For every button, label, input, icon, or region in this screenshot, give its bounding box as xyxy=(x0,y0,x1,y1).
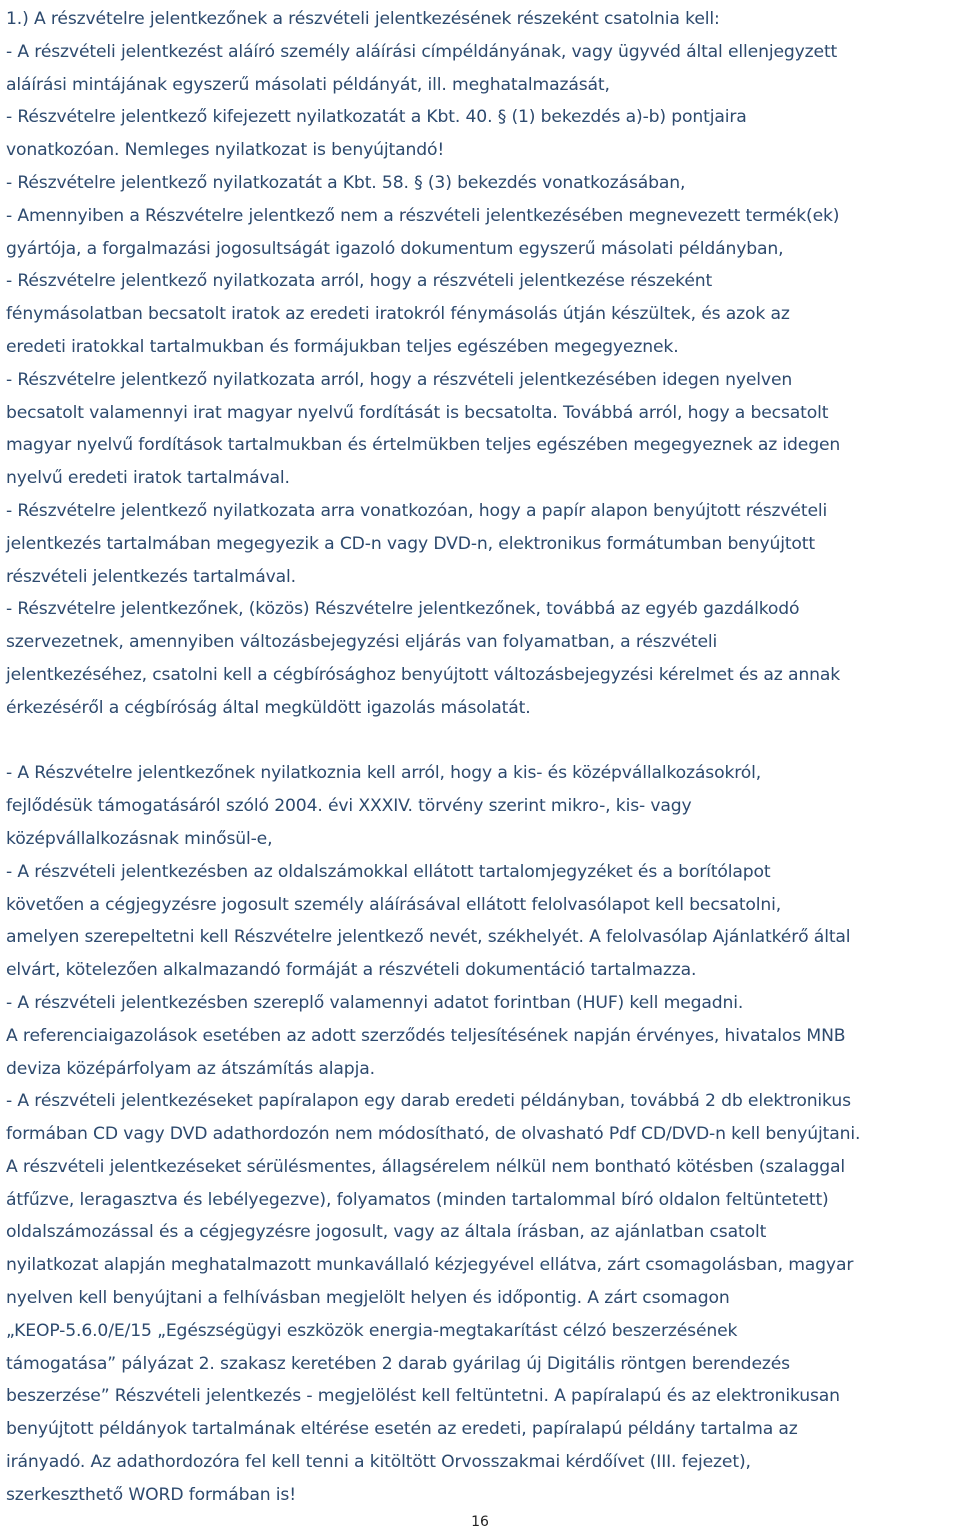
text-line: követően a cégjegyzésre jogosult személy aláírásával ellátott felolvasólapot kell becsatolni, xyxy=(6,894,782,915)
text-line: elvárt, kötelezően alkalmazandó formáját a részvételi dokumentáció tartalmazza. xyxy=(6,960,697,981)
page-number: 16 xyxy=(471,1514,489,1530)
text-line: - Részvételre jelentkező nyilatkozatát a Kbt. 58. § (3) bekezdés vonatkozásában, xyxy=(6,172,686,193)
text-line: formában CD vagy DVD adathordozón nem módosítható, de olvasható Pdf CD/DVD-n kell benyújtani. xyxy=(6,1124,861,1145)
text-line: szerkeszthető WORD formában is! xyxy=(6,1484,296,1505)
text-line: átfűzve, leragasztva és lebélyegezve), folyamatos (minden tartalommal bíró oldalon feltüntetett) xyxy=(6,1189,829,1210)
text-line: irányadó. Az adathordozóra fel kell tenni a kitöltött Orvosszakmai kérdőívet (III. fejezet), xyxy=(6,1452,751,1473)
text-line: gyártója, a forgalmazási jogosultságát igazoló dokumentum egyszerű másolati példányban, xyxy=(6,238,784,259)
text-line: - Részvételre jelentkezőnek, (közös) Részvételre jelentkezőnek, továbbá az egyéb gazdálkodó xyxy=(6,599,800,620)
text-line: vonatkozóan. Nemleges nyilatkozat is benyújtandó! xyxy=(6,140,445,161)
text-line: - A részvételi jelentkezésben szereplő valamennyi adatot forintban (HUF) kell megadni. xyxy=(6,992,744,1013)
document-body xyxy=(6,3,956,1512)
text-line: - Részvételre jelentkező nyilatkozata arról, hogy a részvételi jelentkezése részeként xyxy=(6,271,713,292)
text-line: A referenciaigazolások esetében az adott szerződés teljesítésének napján érvényes, hivatalos MNB xyxy=(6,1025,846,1046)
paragraph-spacer xyxy=(6,725,956,758)
text-line: - A részvételi jelentkezést aláíró személy aláírási címpéldányának, vagy ügyvéd által ellenjegyzett xyxy=(6,41,838,62)
text-line: eredeti iratokkal tartalmukban és formájukban teljes egészében megegyeznek. xyxy=(6,336,679,357)
text-line: oldalszámozással és a cégjegyzésre jogosult, vagy az általa írásban, az ajánlatban csatolt xyxy=(6,1222,767,1243)
text-line: 1.) A részvételre jelentkezőnek a részvételi jelentkezésének részeként csatolnia kell: xyxy=(6,9,720,29)
text-line: - Részvételre jelentkező nyilatkozata arra vonatkozóan, hogy a papír alapon benyújtott részvételi xyxy=(6,500,828,521)
text-line: beszerzése” Részvételi jelentkezés - megjelölést kell feltüntetni. A papíralapú és az elektronikusan xyxy=(6,1386,840,1407)
text-line: jelentkezés tartalmában megegyezik a CD-n vagy DVD-n, elektronikus formátumban benyújtott xyxy=(6,533,815,554)
text-line: amelyen szerepeltetni kell Részvételre jelentkező nevét, székhelyét. A felolvasólap Ajánlatkérő által xyxy=(6,927,851,948)
text-line: jelentkezéséhez, csatolni kell a cégbírósághoz benyújtott változásbejegyzési kérelmet és az annak xyxy=(6,664,841,685)
text-line: támogatása” pályázat 2. szakasz keretében 2 darab gyárilag új Digitális röntgen berendezés xyxy=(6,1353,790,1374)
text-line: aláírási mintájának egyszerű másolati példányát, ill. meghatalmazását, xyxy=(6,74,610,95)
text-line: érkezéséről a cégbíróság által megküldött igazolás másolatát. xyxy=(6,697,531,718)
text-line: becsatolt valamennyi irat magyar nyelvű fordítását is becsatolta. Továbbá arról, hogy a becsatolt xyxy=(6,402,829,423)
text-line: - A részvételi jelentkezéseket papíralapon egy darab eredeti példányban, továbbá 2 db elektronikus xyxy=(6,1091,851,1112)
text-line: - Részvételre jelentkező nyilatkozata arról, hogy a részvételi jelentkezésében idegen nyelven xyxy=(6,369,793,390)
text-line: szervezetnek, amennyiben változásbejegyzési eljárás van folyamatban, a részvételi xyxy=(6,632,718,653)
text-line: fejlődésük támogatásáról szóló 2004. évi XXXIV. törvény szerint mikro-, kis- vagy xyxy=(6,796,692,817)
text-line: „KEOP-5.6.0/E/15 „Egészségügyi eszközök energia-megtakarítást célzó beszerzésének xyxy=(6,1320,738,1341)
text-line: magyar nyelvű fordítások tartalmukban és értelmükben teljes egészében megegyeznek az idegen xyxy=(6,435,841,456)
text-line: - Amennyiben a Részvételre jelentkező nem a részvételi jelentkezésében megnevezett termék(ek) xyxy=(6,205,840,226)
text-line: részvételi jelentkezés tartalmával. xyxy=(6,566,296,587)
text-line: nyelven kell benyújtani a felhívásban megjelölt helyen és időpontig. A zárt csomagon xyxy=(6,1288,730,1309)
text-line: nyilatkozat alapján meghatalmazott munkavállaló kézjegyével ellátva, zárt csomagolásban, magyar xyxy=(6,1255,854,1276)
text-line: - A Részvételre jelentkezőnek nyilatkoznia kell arról, hogy a kis- és középvállalkozásokról, xyxy=(6,763,762,784)
text-line: fénymásolatban becsatolt iratok az eredeti iratokról fénymásolás útján készültek, és azok az xyxy=(6,304,790,325)
text-line: A részvételi jelentkezéseket sérülésmentes, állagsérelem nélkül nem bontható kötésben (szalaggal xyxy=(6,1156,845,1177)
text-line: - Részvételre jelentkező kifejezett nyilatkozatát a Kbt. 40. § (1) bekezdés a)-b) pontjaira xyxy=(6,107,747,128)
text-line: nyelvű eredeti iratok tartalmával. xyxy=(6,468,290,489)
text-line: középvállalkozásnak minősül-e, xyxy=(6,828,273,849)
text-line: - A részvételi jelentkezésben az oldalszámokkal ellátott tartalomjegyzéket és a borítólapot xyxy=(6,861,771,882)
text-line: deviza középárfolyam az átszámítás alapja. xyxy=(6,1058,375,1079)
text-line: benyújtott példányok tartalmának eltérése esetén az eredeti, papíralapú példány tartalma az xyxy=(6,1419,798,1440)
